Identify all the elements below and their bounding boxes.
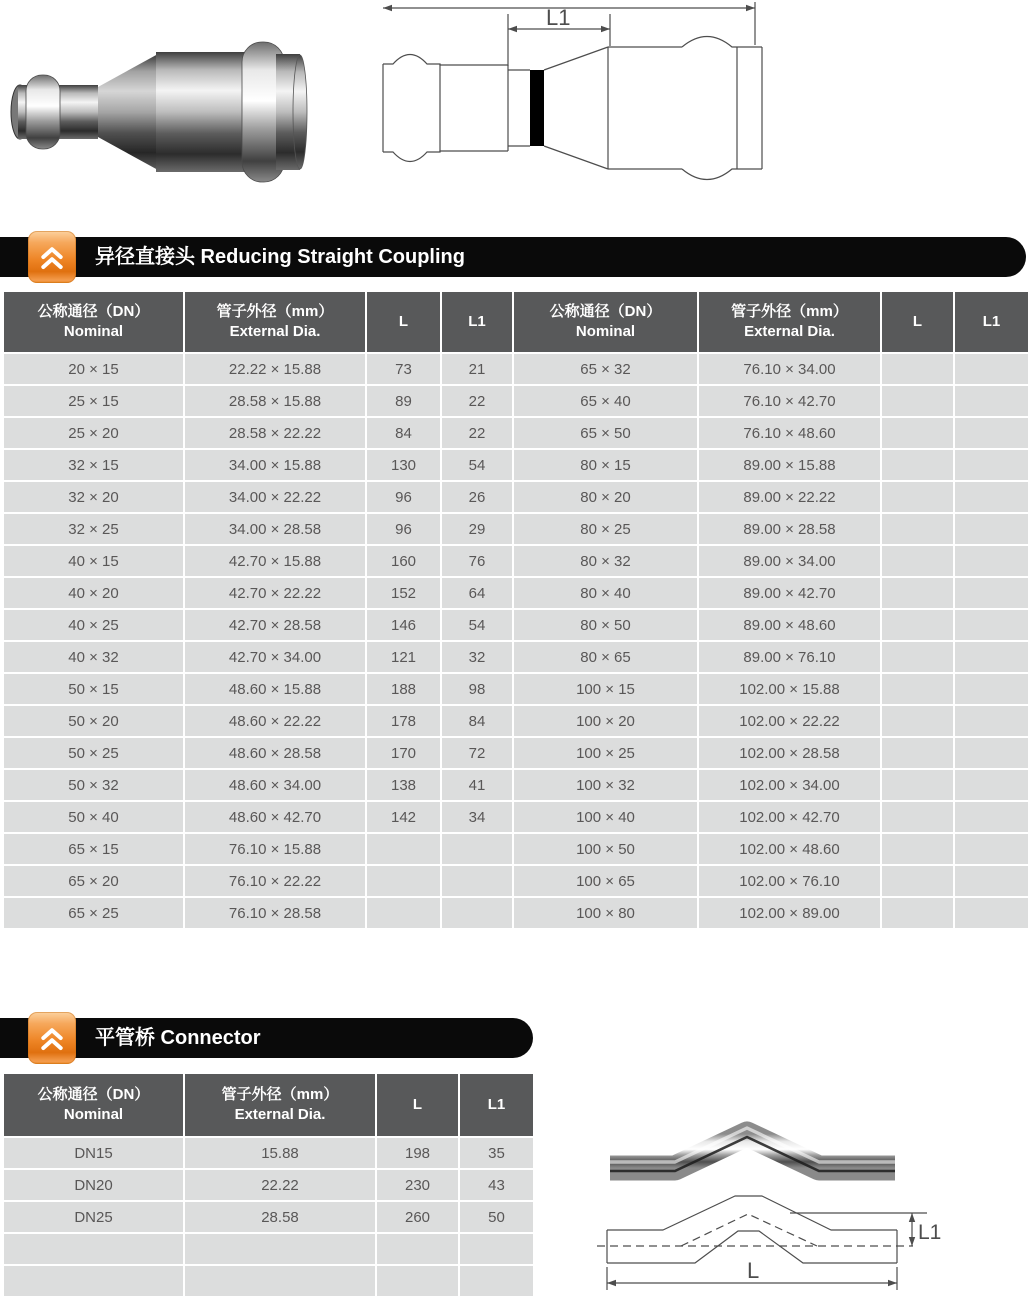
- table-cell: [955, 738, 1028, 768]
- table-cell: 142: [367, 802, 440, 832]
- table-cell: [185, 1266, 375, 1296]
- table-cell: 102.00 × 76.10: [699, 866, 880, 896]
- table-cell: 29: [442, 514, 512, 544]
- table-cell: 102.00 × 28.58: [699, 738, 880, 768]
- double-chevron-up-icon: [36, 1021, 68, 1055]
- spec-table-coupling: [4, 292, 1028, 928]
- table-cell: 89.00 × 15.88: [699, 450, 880, 480]
- table-cell: 25 × 15: [4, 386, 183, 416]
- column-header-nominal: 公称通径（DN） Nominal: [514, 292, 697, 352]
- table-cell: 102.00 × 34.00: [699, 770, 880, 800]
- table-cell: [955, 834, 1028, 864]
- table-cell: [442, 866, 512, 896]
- table-cell: [377, 1234, 458, 1264]
- table-cell: 20 × 15: [4, 354, 183, 384]
- table-cell: 72: [442, 738, 512, 768]
- table-cell: 76.10 × 28.58: [185, 898, 365, 928]
- dim-label-l: L: [747, 1258, 760, 1283]
- table-cell: 32 × 25: [4, 514, 183, 544]
- table-cell: 80 × 20: [514, 482, 697, 512]
- double-chevron-up-icon: [36, 240, 68, 274]
- section-banner-coupling: [0, 237, 1026, 277]
- dim-label-l1: L1: [546, 5, 571, 30]
- table-cell: [955, 866, 1028, 896]
- table-cell: 54: [442, 610, 512, 640]
- banner-ribbon: [28, 231, 76, 283]
- table-cell: 50 × 25: [4, 738, 183, 768]
- table-cell: 230: [377, 1170, 458, 1200]
- connector-graphics: [595, 1100, 1032, 1298]
- column-header-l: L: [377, 1074, 458, 1136]
- column-header-l1: L1: [460, 1074, 533, 1136]
- table-cell: 100 × 32: [514, 770, 697, 800]
- table-cell: [955, 514, 1028, 544]
- table-cell: [882, 898, 953, 928]
- table-cell: 152: [367, 578, 440, 608]
- table-cell: 50: [460, 1202, 533, 1232]
- table-cell: [882, 642, 953, 672]
- table-cell: 80 × 15: [514, 450, 697, 480]
- table-cell: 22: [442, 386, 512, 416]
- table-cell: 65 × 25: [4, 898, 183, 928]
- column-header-nominal: 公称通径（DN） Nominal: [4, 292, 183, 352]
- table-cell: [185, 1234, 375, 1264]
- table-cell: [882, 802, 953, 832]
- table-cell: 198: [377, 1138, 458, 1168]
- reducing-coupling-drawing: [366, 0, 766, 192]
- table-cell: DN20: [4, 1170, 183, 1200]
- table-cell: [4, 1234, 183, 1264]
- table-cell: [460, 1266, 533, 1296]
- table-cell: [955, 482, 1028, 512]
- column-header-external-dia: 管子外径（mm） External Dia.: [185, 292, 365, 352]
- table-cell: 32 × 15: [4, 450, 183, 480]
- reducing-coupling-photo: [6, 26, 310, 196]
- table-cell: 28.58 × 15.88: [185, 386, 365, 416]
- table-cell: [4, 1266, 183, 1296]
- table-cell: 65 × 50: [514, 418, 697, 448]
- table-cell: 34.00 × 28.58: [185, 514, 365, 544]
- table-cell: 260: [377, 1202, 458, 1232]
- table-cell: 42.70 × 15.88: [185, 546, 365, 576]
- table-cell: 80 × 50: [514, 610, 697, 640]
- table-cell: 50 × 15: [4, 674, 183, 704]
- table-cell: 73: [367, 354, 440, 384]
- connector-drawing: [597, 1196, 927, 1290]
- table-cell: 65 × 15: [4, 834, 183, 864]
- table-cell: 22: [442, 418, 512, 448]
- table-cell: 35: [460, 1138, 533, 1168]
- column-header-l: L: [367, 292, 440, 352]
- table-cell: 100 × 65: [514, 866, 697, 896]
- table-cell: 100 × 80: [514, 898, 697, 928]
- table-cell: [882, 514, 953, 544]
- table-cell: 26: [442, 482, 512, 512]
- table-cell: [955, 642, 1028, 672]
- table-cell: 42.70 × 22.22: [185, 578, 365, 608]
- table-cell: 65 × 40: [514, 386, 697, 416]
- table-cell: [882, 834, 953, 864]
- table-cell: 65 × 32: [514, 354, 697, 384]
- seal-band: [530, 70, 544, 146]
- table-cell: 28.58 × 22.22: [185, 418, 365, 448]
- table-cell: 121: [367, 642, 440, 672]
- table-cell: 80 × 40: [514, 578, 697, 608]
- connector-photo: [610, 1128, 895, 1171]
- table-cell: 89.00 × 48.60: [699, 610, 880, 640]
- table-cell: [955, 450, 1028, 480]
- table-cell: 102.00 × 15.88: [699, 674, 880, 704]
- table-cell: 100 × 40: [514, 802, 697, 832]
- table-cell: 89.00 × 34.00: [699, 546, 880, 576]
- table-cell: [955, 418, 1028, 448]
- table-cell: [367, 866, 440, 896]
- table-cell: [882, 738, 953, 768]
- table-cell: 100 × 15: [514, 674, 697, 704]
- table-cell: 64: [442, 578, 512, 608]
- table-cell: [882, 354, 953, 384]
- table-cell: [882, 418, 953, 448]
- table-cell: 48.60 × 34.00: [185, 770, 365, 800]
- table-cell: 32 × 20: [4, 482, 183, 512]
- column-header-l: L: [882, 292, 953, 352]
- table-cell: [955, 802, 1028, 832]
- banner-title: 平管桥 Connector: [95, 1027, 261, 1049]
- table-cell: 76.10 × 42.70: [699, 386, 880, 416]
- table-cell: 34.00 × 15.88: [185, 450, 365, 480]
- table-cell: [955, 770, 1028, 800]
- table-cell: 138: [367, 770, 440, 800]
- spec-table-connector: [4, 1074, 533, 1296]
- table-cell: 89: [367, 386, 440, 416]
- table-cell: [955, 546, 1028, 576]
- table-cell: 76.10 × 34.00: [699, 354, 880, 384]
- section-banner-connector: [0, 1018, 533, 1058]
- table-cell: [882, 578, 953, 608]
- table-cell: 32: [442, 642, 512, 672]
- table-cell: [955, 354, 1028, 384]
- table-cell: [882, 610, 953, 640]
- table-cell: 43: [460, 1170, 533, 1200]
- table-cell: 28.58: [185, 1202, 375, 1232]
- table-cell: 102.00 × 42.70: [699, 802, 880, 832]
- table-cell: DN15: [4, 1138, 183, 1168]
- table-cell: 15.88: [185, 1138, 375, 1168]
- banner-title: 异径直接头 Reducing Straight Coupling: [95, 246, 465, 268]
- table-cell: [882, 674, 953, 704]
- table-cell: 98: [442, 674, 512, 704]
- table-cell: 40 × 15: [4, 546, 183, 576]
- table-cell: [955, 706, 1028, 736]
- banner-ribbon: [28, 1012, 76, 1064]
- table-cell: 48.60 × 22.22: [185, 706, 365, 736]
- table-cell: [442, 898, 512, 928]
- table-cell: 22.22: [185, 1170, 375, 1200]
- table-cell: DN25: [4, 1202, 183, 1232]
- table-cell: 89.00 × 22.22: [699, 482, 880, 512]
- table-cell: 50 × 40: [4, 802, 183, 832]
- table-cell: 50 × 20: [4, 706, 183, 736]
- table-cell: 76.10 × 48.60: [699, 418, 880, 448]
- table-cell: 40 × 25: [4, 610, 183, 640]
- table-cell: 80 × 65: [514, 642, 697, 672]
- table-cell: 22.22 × 15.88: [185, 354, 365, 384]
- dim-label-l1: L1: [918, 1221, 942, 1244]
- table-cell: [955, 610, 1028, 640]
- table-cell: [377, 1266, 458, 1296]
- table-cell: [367, 898, 440, 928]
- table-cell: 188: [367, 674, 440, 704]
- table-cell: 80 × 32: [514, 546, 697, 576]
- table-cell: 48.60 × 42.70: [185, 802, 365, 832]
- table-cell: 102.00 × 89.00: [699, 898, 880, 928]
- table-cell: 96: [367, 514, 440, 544]
- table-cell: 178: [367, 706, 440, 736]
- table-cell: 25 × 20: [4, 418, 183, 448]
- table-cell: 40 × 20: [4, 578, 183, 608]
- table-cell: [882, 482, 953, 512]
- table-cell: 48.60 × 15.88: [185, 674, 365, 704]
- table-cell: 96: [367, 482, 440, 512]
- table-cell: 100 × 25: [514, 738, 697, 768]
- table-cell: 42.70 × 28.58: [185, 610, 365, 640]
- table-cell: 41: [442, 770, 512, 800]
- table-cell: 48.60 × 28.58: [185, 738, 365, 768]
- column-header-l1: L1: [442, 292, 512, 352]
- table-cell: [460, 1234, 533, 1264]
- table-cell: [882, 386, 953, 416]
- table-cell: [882, 450, 953, 480]
- column-header-external-dia: 管子外径（mm） External Dia.: [699, 292, 880, 352]
- table-cell: [367, 834, 440, 864]
- table-cell: 89.00 × 42.70: [699, 578, 880, 608]
- table-cell: [882, 546, 953, 576]
- table-cell: 84: [367, 418, 440, 448]
- column-header-external-dia: 管子外径（mm） External Dia.: [185, 1074, 375, 1136]
- table-cell: [442, 834, 512, 864]
- table-cell: 102.00 × 48.60: [699, 834, 880, 864]
- table-cell: 54: [442, 450, 512, 480]
- table-cell: 40 × 32: [4, 642, 183, 672]
- table-cell: 170: [367, 738, 440, 768]
- table-cell: 160: [367, 546, 440, 576]
- table-cell: 84: [442, 706, 512, 736]
- table-cell: 65 × 20: [4, 866, 183, 896]
- table-cell: [955, 898, 1028, 928]
- table-cell: 100 × 50: [514, 834, 697, 864]
- table-cell: 146: [367, 610, 440, 640]
- table-cell: [955, 578, 1028, 608]
- table-cell: [882, 706, 953, 736]
- table-cell: 89.00 × 28.58: [699, 514, 880, 544]
- table-cell: [955, 674, 1028, 704]
- table-cell: 100 × 20: [514, 706, 697, 736]
- column-header-l1: L1: [955, 292, 1028, 352]
- table-cell: 34.00 × 22.22: [185, 482, 365, 512]
- table-cell: 89.00 × 76.10: [699, 642, 880, 672]
- table-cell: 76.10 × 15.88: [185, 834, 365, 864]
- table-cell: [882, 866, 953, 896]
- table-cell: [955, 386, 1028, 416]
- table-cell: 80 × 25: [514, 514, 697, 544]
- table-cell: 76.10 × 22.22: [185, 866, 365, 896]
- table-cell: 34: [442, 802, 512, 832]
- table-cell: 76: [442, 546, 512, 576]
- table-cell: 50 × 32: [4, 770, 183, 800]
- table-cell: [882, 770, 953, 800]
- table-cell: 130: [367, 450, 440, 480]
- table-cell: 102.00 × 22.22: [699, 706, 880, 736]
- table-cell: 42.70 × 34.00: [185, 642, 365, 672]
- table-cell: 21: [442, 354, 512, 384]
- column-header-nominal: 公称通径（DN） Nominal: [4, 1074, 183, 1136]
